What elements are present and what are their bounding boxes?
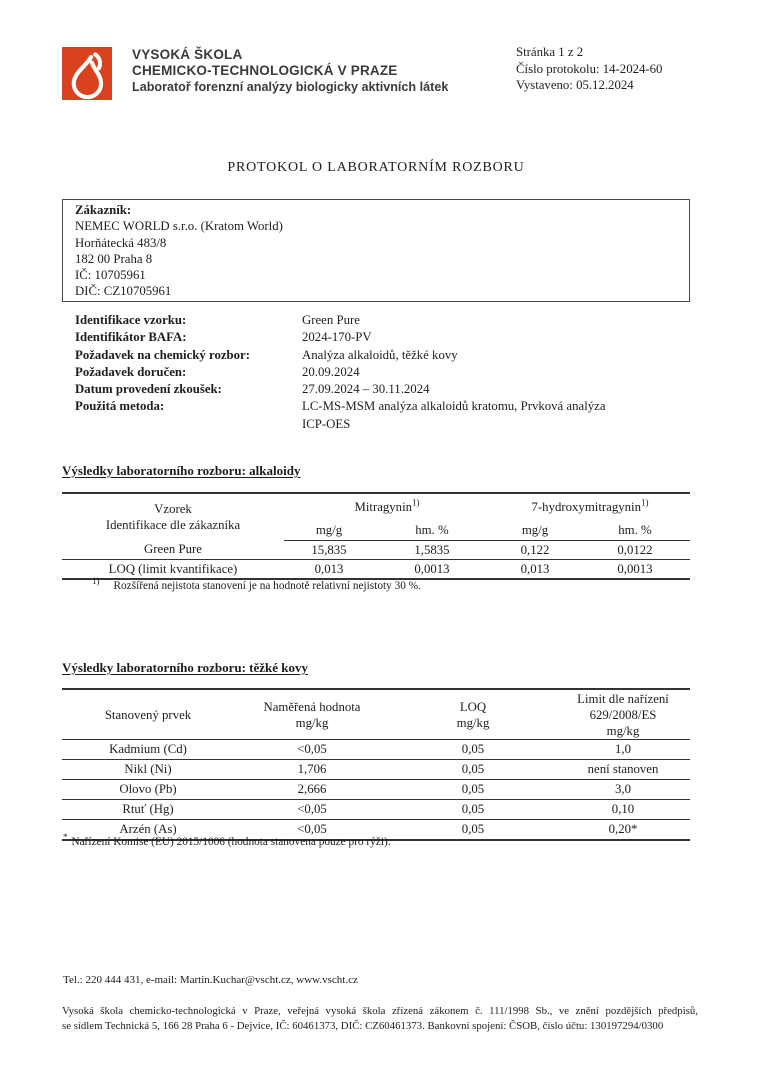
table-row xyxy=(62,780,690,800)
bafa-id-value: 2024-170-PV xyxy=(302,330,372,345)
measured-value-column-header: Naměřená hodnota mg/kg xyxy=(234,689,390,740)
element-name-cell: Arzén (As) xyxy=(62,820,234,841)
uct-prague-logo xyxy=(62,47,112,100)
value-cell: 0,05 xyxy=(390,800,556,820)
metals-table-header-row xyxy=(62,689,690,740)
protocol-number: Číslo protokolu: 14-2024-60 xyxy=(516,61,663,76)
unit-cell: mg/g xyxy=(284,521,374,541)
footer-legal-line2: se sídlem Technická 5, 166 28 Praha 6 - Dejvice, IČ: 60461373, DIČ: CZ60461373. Bankovní spojení: ČSOB, číslo účtu: 130197294/0300 xyxy=(62,1020,664,1032)
footnote-marker: * xyxy=(63,832,68,843)
sample-info-row xyxy=(75,381,606,398)
value-cell: 0,05 xyxy=(390,780,556,800)
element-name-cell: Nikl (Ni) xyxy=(62,760,234,780)
unit-cell: hm. % xyxy=(374,521,490,541)
test-dates-label: Datum provedení zkoušek: xyxy=(75,382,222,397)
alkaloids-section-heading: Výsledky laboratorního rozboru: alkaloidy xyxy=(62,463,301,478)
table-row xyxy=(62,740,690,760)
element-name-cell: Rtuť (Hg) xyxy=(62,800,234,820)
table-row xyxy=(62,560,690,580)
bafa-id-label: Identifikátor BAFA: xyxy=(75,330,187,345)
customer-label: Zákazník: xyxy=(75,203,132,217)
request-received-value: 20.09.2024 xyxy=(302,364,360,379)
document-title: PROTOKOL O LABORATORNÍM ROZBORU xyxy=(227,160,525,175)
sample-info-row xyxy=(75,347,606,364)
test-dates-value: 27.09.2024 – 30.11.2024 xyxy=(302,382,430,397)
sample-info-row xyxy=(75,398,606,433)
customer-ic: IČ: 10705961 xyxy=(75,268,146,283)
element-name-cell: Kadmium (Cd) xyxy=(62,740,234,760)
value-cell: 1,5835 xyxy=(374,541,490,560)
analysis-request-value: Analýza alkaloidů, těžké kovy xyxy=(302,347,458,362)
metals-results-table xyxy=(62,688,690,841)
unit-cell: mg/g xyxy=(490,521,580,541)
value-cell: 0,0013 xyxy=(374,560,490,580)
institution-name xyxy=(132,47,448,95)
alkaloids-footnote xyxy=(92,576,421,592)
value-cell: 0,20* xyxy=(556,820,690,841)
value-cell: 15,835 xyxy=(284,541,374,560)
footer-legal xyxy=(62,1004,698,1034)
footnote-marker: 1) xyxy=(412,497,420,508)
value-cell: 0,05 xyxy=(390,740,556,760)
value-cell: 0,05 xyxy=(390,820,556,841)
sample-column-header: Vzorek Identifikace dle zákazníka xyxy=(105,501,241,533)
sample-info-row xyxy=(75,312,606,329)
element-name-cell: Olovo (Pb) xyxy=(62,780,234,800)
customer-box xyxy=(62,199,690,302)
method-label: Použitá metoda: xyxy=(75,399,165,414)
value-cell: 0,10 xyxy=(556,800,690,820)
footer-contact: Tel.: 220 444 431, e-mail: Martin.Kuchar@vscht.cz, www.vscht.cz xyxy=(63,974,358,986)
customer-city: 182 00 Praha 8 xyxy=(75,251,153,266)
value-cell: 3,0 xyxy=(556,780,690,800)
issue-date: Vystaveno: 05.12.2024 xyxy=(516,78,634,92)
value-cell: není stanoven xyxy=(556,760,690,780)
page-number: Stránka 1 z 2 xyxy=(516,45,584,59)
request-received-label: Požadavek doručen: xyxy=(75,364,187,379)
sample-info xyxy=(75,312,606,433)
value-cell: 2,666 xyxy=(234,780,390,800)
alkaloids-table-group-header-row xyxy=(62,493,690,521)
customer-street: Horňátecká 483/8 xyxy=(75,235,167,250)
protocol-meta xyxy=(516,44,662,94)
mitragynine-column-header: Mitragynin$^{1)}$ xyxy=(354,497,420,514)
footnote-marker: 1) xyxy=(92,576,100,587)
table-row xyxy=(62,541,690,560)
metals-footnote xyxy=(63,832,391,848)
value-cell: 0,0122 xyxy=(580,541,690,560)
value-cell: 1,706 xyxy=(234,760,390,780)
footnote-text: Rozšířená nejistota stanovení je na hodnotě relativní nejistoty 30 %. xyxy=(113,580,421,592)
sample-info-row xyxy=(75,364,606,381)
laboratory-name: Laboratoř forenzní analýzy biologicky aktivních látek xyxy=(132,80,449,94)
institution-name-line1: VYSOKÁ ŠKOLA xyxy=(132,47,243,62)
footnote-text: Nařízení Komise (EU) 2015/1006 (hodnota stanovena pouze pro rýži). xyxy=(71,836,391,848)
sample-name-cell: Green Pure xyxy=(62,541,284,560)
metals-section-heading: Výsledky laboratorního rozboru: těžké kovy xyxy=(62,660,309,675)
value-cell: 0,0013 xyxy=(580,560,690,580)
value-cell: <0,05 xyxy=(234,800,390,820)
value-cell: <0,05 xyxy=(234,820,390,841)
loq-name-cell: LOQ (limit kvantifikace) xyxy=(62,560,284,580)
value-cell: <0,05 xyxy=(234,740,390,760)
value-cell: 0,05 xyxy=(390,760,556,780)
hydroxymitragynine-column-header: 7-hydroxymitragynin$^{1)}$ xyxy=(531,497,649,514)
value-cell: 0,013 xyxy=(284,560,374,580)
value-cell: 1,0 xyxy=(556,740,690,760)
loq-column-header: LOQ mg/kg xyxy=(390,689,556,740)
method-value-line2: ICP-OES xyxy=(302,416,351,431)
analysis-request-label: Požadavek na chemický rozbor: xyxy=(75,347,250,362)
value-cell: 0,122 xyxy=(490,541,580,560)
sample-id-value: Green Pure xyxy=(302,313,360,327)
method-value-line1: LC-MS-MSM analýza alkaloidů kratomu, Prvková analýza xyxy=(302,399,606,414)
limit-column-header: Limit dle nařízení 629/2008/ES mg/kg xyxy=(556,689,690,740)
value-cell: 0,013 xyxy=(490,560,580,580)
alkaloids-results-table xyxy=(62,492,690,580)
table-row xyxy=(62,800,690,820)
method-value xyxy=(302,398,606,433)
chemistry-drop-icon xyxy=(62,47,112,100)
customer-name: NEMEC WORLD s.r.o. (Kratom World) xyxy=(75,219,283,234)
sample-id-label: Identifikace vzorku: xyxy=(75,313,187,327)
sample-info-row xyxy=(75,329,606,346)
institution-name-line2: CHEMICKO-TECHNOLOGICKÁ V PRAZE xyxy=(132,63,398,78)
element-column-header: Stanovený prvek xyxy=(62,689,234,740)
table-row xyxy=(62,760,690,780)
unit-cell: hm. % xyxy=(580,521,690,541)
footnote-marker: 1) xyxy=(640,497,649,508)
footer-legal-line1: Vysoká škola chemicko-technologická v Praze, veřejná vysoká škola zřízená zákonem č. 111/1998 Sb., ve znění pozdějších předpisů, xyxy=(62,1005,698,1017)
customer-dic: DIČ: CZ10705961 xyxy=(75,284,172,299)
